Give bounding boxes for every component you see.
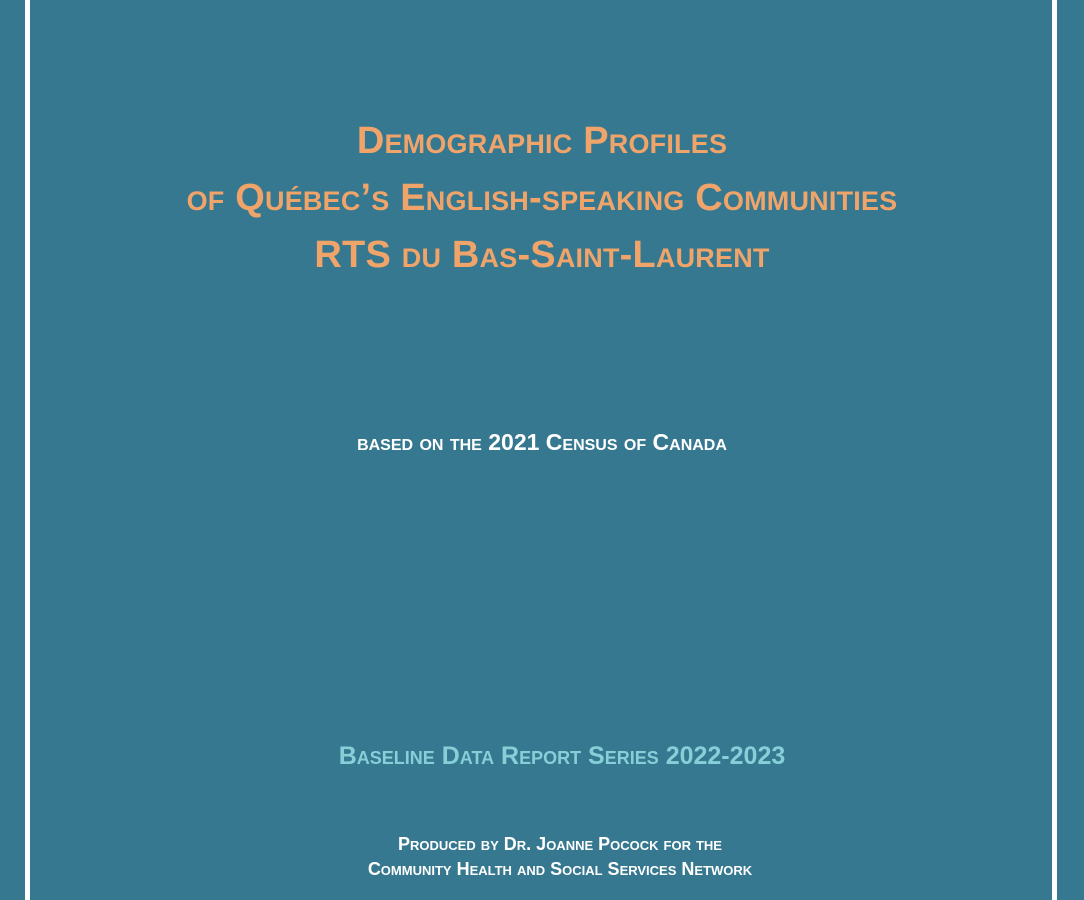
series-label: Baseline Data Report Series 2022-2023 bbox=[338, 742, 786, 770]
title-line-2: of Québec’s English-speaking Communities bbox=[186, 177, 898, 219]
subtitle: based on the 2021 Census of Canada bbox=[357, 429, 727, 455]
title-line-3: RTS du Bas-Saint-Laurent bbox=[314, 234, 770, 276]
credit-line-2: Community Health and Social Services Network bbox=[367, 859, 753, 879]
title-line-1: Demographic Profiles bbox=[356, 120, 728, 162]
credit-line-1: Produced by Dr. Joanne Pocock for the bbox=[398, 834, 722, 854]
